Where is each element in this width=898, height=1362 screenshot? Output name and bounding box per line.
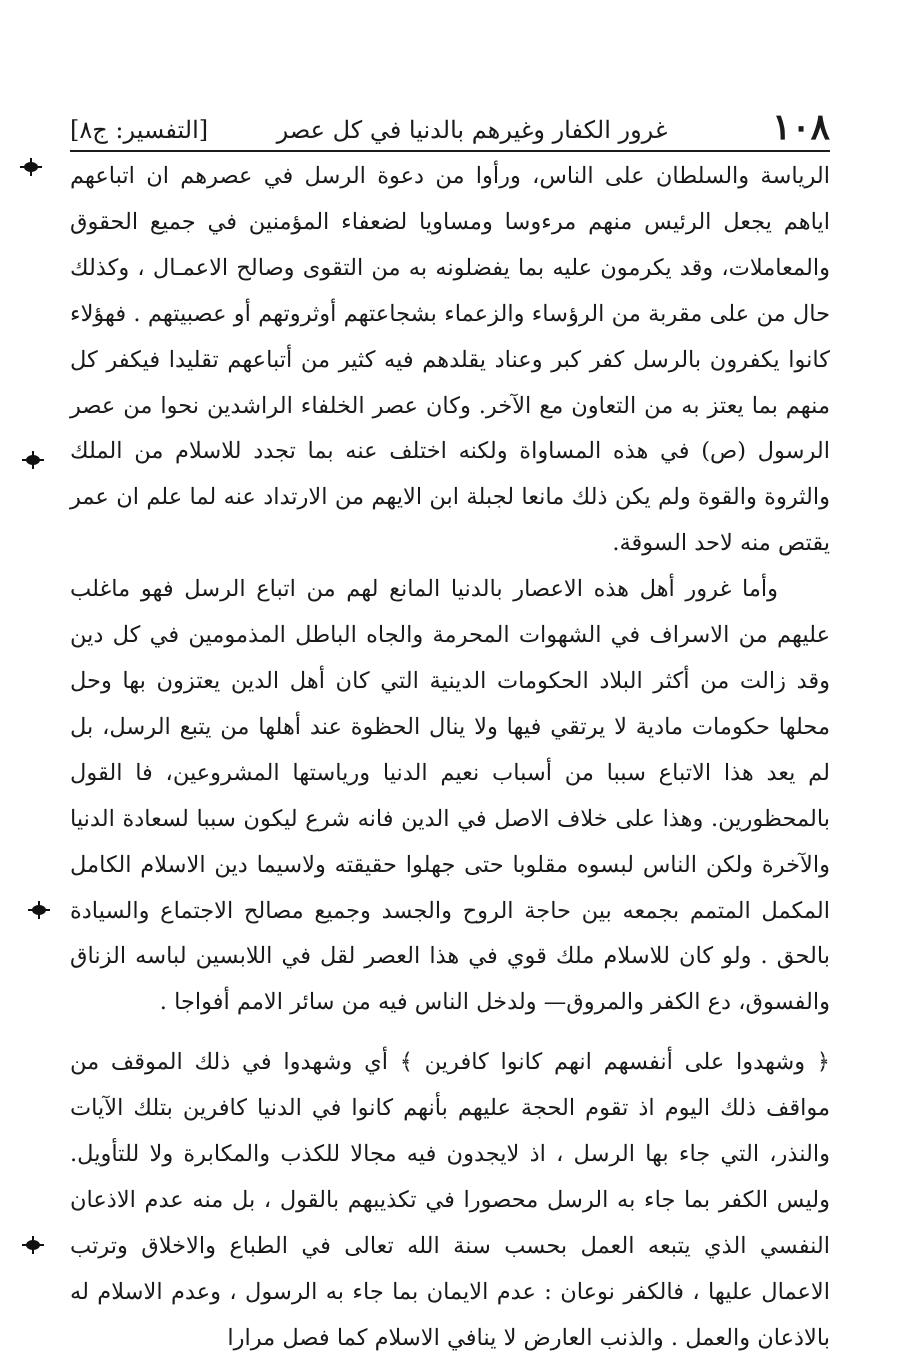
- margin-mark-icon: [26, 455, 40, 465]
- running-title: غرور الكفار وغيرهم بالدنيا في كل عصر: [276, 116, 668, 144]
- paragraph-1: الرياسة والسلطان على الناس، ورأوا من دعوة الرسل في عصرهم ان اتباعهم اياهم يجعل الرئيس منهم مرءوسا ومساويا لضعفاء المؤمنين في جميع الحقوق والمعاملات، وقد يكرمون عليه بما يفضلونه به من التقوى وصالح الاعمـال ، وكذلك حال من على مقربة من الرؤساء والزعماء بشجاعتهم أوثروتهم أو عصبيتهم . فهؤلاء كانوا يكفرون بالرسل كفر كبر وعناد يقلدهم فيه كثير من أتباعهم تقليدا فيكفر كل منهم بما يعتز به من التعاون مع الآخر. وكان عصر الخلفاء الراشدين نحوا من عصر الرسول (ص) في هذه المساواة ولكنه اختلف عنه بما تجدد للاسلام من الملك والثروة والقوة ولم يكن ذلك مانعا لجبلة ابن الايهم من الارتداد عنه لما علم ان عمر يقتص منه لاحد السوقة.: [70, 163, 830, 557]
- section-separator: [70, 1026, 830, 1040]
- paragraph-3: ﴿ وشهدوا على أنفسهم انهم كانوا كافرين ﴾ أي وشهدوا في ذلك الموقف من مواقف ذلك اليوم اذ تقوم الحجة عليهم بأنهم كانوا في الدنيا كافرين بتلك الآيات والنذر، التي جاء بها الرسل ، اذ لايجدون فيه مجالا للكذب والمكابرة ولا للتأويل. وليس الكفر بما جاء به الرسل محصورا في تكذيبهم بالقول ، بل منه عدم الاذعان النفسي الذي يتبعه العمل بحسب سنة الله تعالى في الطباع والاخلاق وترتب الاعمال عليها ، فالكفر نوعان : عدم الايمان بما جاء به الرسول ، وعدم الاسلام له بالاذعان والعمل . والذنب العارض لا ينافي الاسلام كما فصل مرارا: [70, 1049, 830, 1351]
- series-label: [التفسير: ج٨]: [70, 116, 209, 144]
- page-number: ١٠٨: [771, 106, 830, 148]
- body-text: [70, 154, 830, 1362]
- paragraph-2: وأما غرور أهل هذه الاعصار بالدنيا المانع لهم من اتباع الرسل فهو ماغلب عليهم من الاسراف في الشهوات المحرمة والجاه الباطل المذمومين في كل دين وقد زالت من أكثر البلاد الحكومات الدينية التي كان أهل الدين يعتزون بها وحل محلها حكومات مادية لا يرتقي فيها ولا ينال الحظوة عند أهلها من يتبع الرسل، بل لم يعد هذا الاتباع سببا من أسباب نعيم الدنيا ورياستها المشروعين، فا القول بالمحظورين. وهذا على خلاف الاصل في الدين فانه شرع ليكون سببا لسعادة الدنيا والآخرة ولكن الناس لبسوه مقلوبا حتى جهلوا حقيقته ولاسيما دين الاسلام الكامل المكمل المتمم بجمعه بين حاجة الروح والجسد وجميع مصالح الاجتماع والسيادة بالحق . ولو كان للاسلام ملك قوي في هذا العصر لقل في اللابسين لباسه الزناق والفسوق، دع الكفر والمروق— ولدخل الناس فيه من سائر الامم أفواجا .: [70, 576, 830, 1016]
- margin-mark-icon: [24, 162, 38, 172]
- margin-mark-icon: [26, 1240, 40, 1250]
- margin-mark-icon: [32, 905, 46, 915]
- page-header: [70, 100, 830, 152]
